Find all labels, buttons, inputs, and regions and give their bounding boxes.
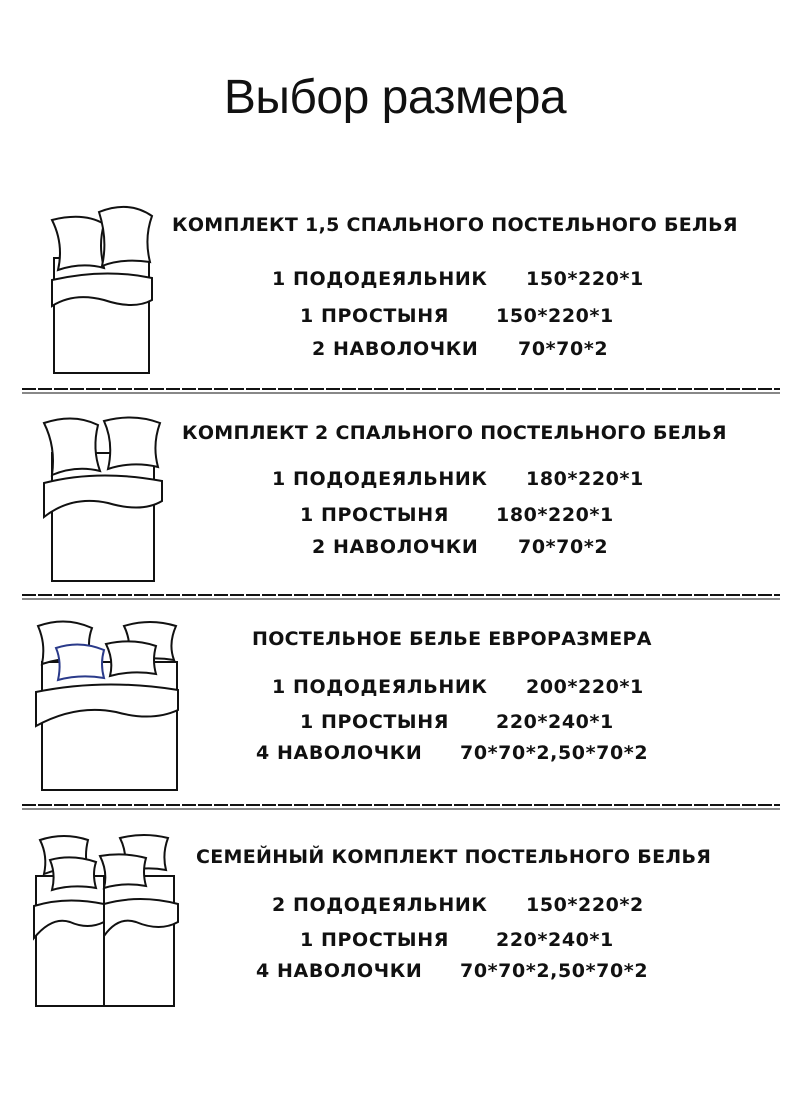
divider — [22, 804, 780, 810]
family-bed-icon — [32, 826, 180, 1010]
set-title: КОМПЛЕКТ 2 СПАЛЬНОГО ПОСТЕЛЬНОГО БЕЛЬЯ — [182, 422, 727, 444]
page-title: Выбор размера — [223, 71, 567, 124]
divider — [22, 594, 780, 600]
item-size: 70*70*2 — [518, 338, 609, 360]
item-size: 180*220*1 — [496, 504, 614, 526]
item-name: 2 НАВОЛОЧКИ — [312, 536, 479, 558]
item-name: 1 ПОДОДЕЯЛЬНИК — [272, 268, 488, 290]
item-size: 150*220*1 — [496, 305, 614, 327]
single-bed-icon — [44, 200, 164, 380]
item-name: 1 ПРОСТЫНЯ — [300, 929, 449, 951]
item-name: 2 НАВОЛОЧКИ — [312, 338, 479, 360]
item-size: 180*220*1 — [526, 468, 644, 490]
item-size: 150*220*2 — [526, 894, 644, 916]
set-title: КОМПЛЕКТ 1,5 СПАЛЬНОГО ПОСТЕЛЬНОГО БЕЛЬЯ — [172, 214, 738, 236]
item-size: 150*220*1 — [526, 268, 644, 290]
item-name: 4 НАВОЛОЧКИ — [256, 742, 423, 764]
double-bed-icon — [38, 405, 168, 585]
item-size: 220*240*1 — [496, 929, 614, 951]
item-name: 1 ПРОСТЫНЯ — [300, 711, 449, 733]
item-name: 1 ПОДОДЕЯЛЬНИК — [272, 676, 488, 698]
item-size: 70*70*2 — [518, 536, 609, 558]
item-name: 4 НАВОЛОЧКИ — [256, 960, 423, 982]
item-size: 200*220*1 — [526, 676, 644, 698]
item-name: 2 ПОДОДЕЯЛЬНИК — [272, 894, 488, 916]
item-size: 220*240*1 — [496, 711, 614, 733]
item-name: 1 ПРОСТЫНЯ — [300, 305, 449, 327]
item-size: 70*70*2,50*70*2 — [460, 960, 649, 982]
item-size: 70*70*2,50*70*2 — [460, 742, 649, 764]
item-name: 1 ПОДОДЕЯЛЬНИК — [272, 468, 488, 490]
set-title: СЕМЕЙНЫЙ КОМПЛЕКТ ПОСТЕЛЬНОГО БЕЛЬЯ — [196, 846, 712, 868]
item-name: 1 ПРОСТЫНЯ — [300, 504, 449, 526]
set-title: ПОСТЕЛЬНОЕ БЕЛЬЕ ЕВРОРАЗМЕРА — [252, 628, 652, 650]
divider — [22, 388, 780, 394]
euro-bed-icon — [32, 612, 182, 794]
